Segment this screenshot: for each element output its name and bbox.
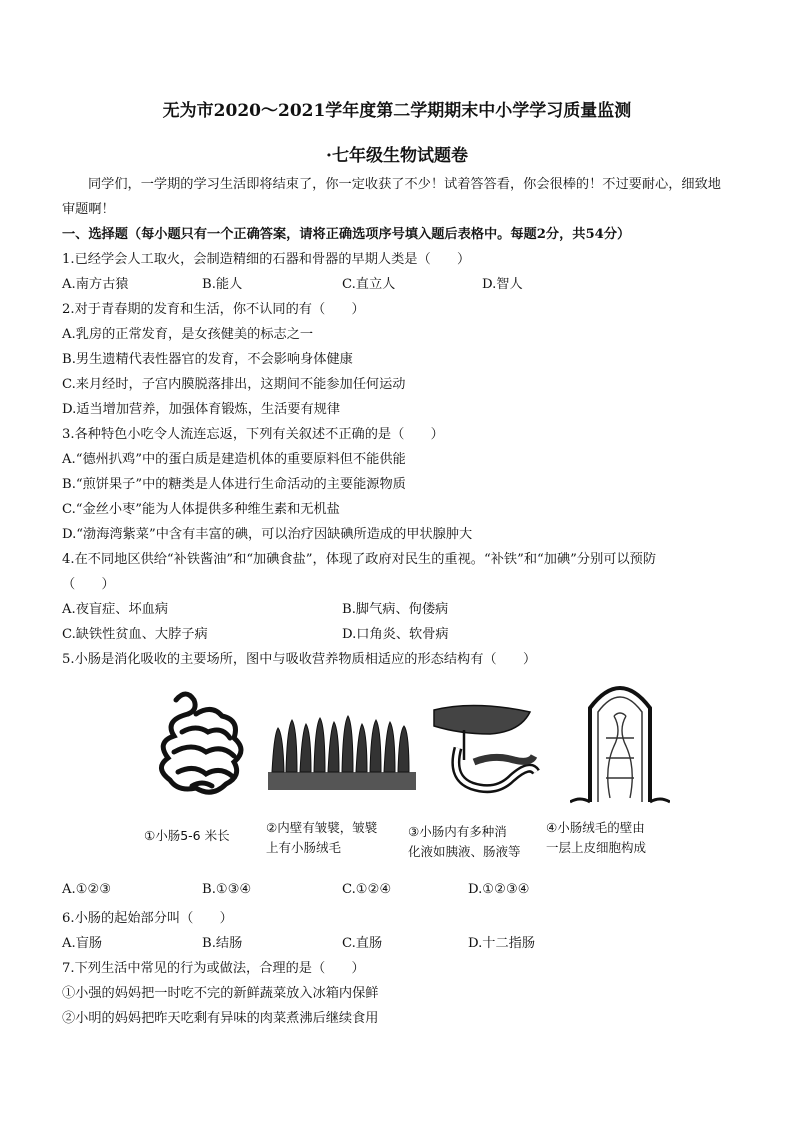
question-1-stem: 1.已经学会人工取火，会制造精细的石器和骨器的早期人类是（ ）: [62, 252, 471, 267]
intestinal-villi-illustration: [268, 710, 416, 798]
q3-option-a: A.“德州扒鸡”中的蛋白质是建造机体的重要原料但不能供能: [62, 452, 406, 467]
q5-option-d: D.①②③④: [468, 882, 530, 897]
q2-option-c: C.来月经时，子宫内膜脱落排出，这期间不能参加任何运动: [62, 377, 406, 392]
q1-option-c: C.直立人: [342, 277, 396, 292]
exam-subtitle: ·七年级生物试题卷: [326, 146, 468, 166]
q5-option-b: B.①③④: [202, 882, 252, 897]
q6-option-b: B.结肠: [202, 936, 243, 951]
q6-option-a: A.盲肠: [62, 936, 103, 951]
small-intestine-figure: [108, 676, 694, 866]
caption-3-line1: ③小肠内有多种消: [408, 824, 507, 839]
caption-4-line2: 一层上皮细胞构成: [546, 840, 647, 855]
caption-2-line2: 上有小肠绒毛: [266, 840, 342, 855]
question-5-stem: 5.小肠是消化吸收的主要场所，图中与吸收营养物质相适应的形态结构有（ ）: [62, 652, 537, 667]
q1-option-a: A.南方古猿: [62, 277, 129, 292]
question-4-stem-cont: （ ）: [62, 577, 115, 592]
caption-4-line1: ④小肠绒毛的壁由: [546, 820, 645, 835]
q7-item-2: ②小明的妈妈把昨天吃剩有异味的肉菜煮沸后继续食用: [62, 1011, 379, 1026]
question-6-stem: 6.小肠的起始部分叫（ ）: [62, 911, 233, 926]
question-2-stem: 2.对于青春期的发育和生活，你不认同的有（ ）: [62, 302, 365, 317]
exam-title: 无为市2020～2021学年度第二学期期末中小学学习质量监测: [162, 101, 632, 121]
q6-option-c: C.直肠: [342, 936, 383, 951]
q5-option-a: A.①②③: [62, 882, 112, 897]
q1-option-b: B.能人: [202, 277, 243, 292]
section-heading: 一、选择题（每小题只有一个正确答案，请将正确选项序号填入题后表格中。每题2分，共54分）: [62, 227, 631, 242]
q2-option-d: D.适当增加营养，加强体育锻炼，生活要有规律: [62, 402, 341, 417]
q4-option-c: C.缺铁性贫血、大脖子病: [62, 627, 208, 642]
caption-3-line2: 化液如胰液、肠液等: [408, 844, 521, 859]
caption-2-line1: ②内壁有皱襞，皱襞: [266, 820, 378, 835]
q7-item-1: ①小强的妈妈把一时吃不完的新鲜蔬菜放入冰箱内保鲜: [62, 986, 379, 1001]
q6-option-d: D.十二指肠: [468, 936, 536, 951]
q3-option-c: C.“金丝小枣”能为人体提供多种维生素和无机盐: [62, 502, 340, 517]
q3-option-d: D.“渤海湾紫菜”中含有丰富的碘，可以治疗因缺碘所造成的甲状腺肿大: [62, 527, 473, 542]
q5-option-c: C.①②④: [342, 882, 392, 897]
q3-option-b: B.“煎饼果子”中的糖类是人体进行生命活动的主要能源物质: [62, 477, 406, 492]
question-4-stem: 4.在不同地区供给“补铁酱油”和“加碘食盐”，体现了政府对民生的重视。“补铁”和“加碘”分别可以预防: [62, 552, 657, 567]
caption-1-line1: ①小肠5-6 米长: [144, 828, 230, 843]
q2-option-a: A.乳房的正常发育，是女孩健美的标志之一: [62, 327, 314, 342]
q4-option-b: B.脚气病、佝偻病: [342, 602, 449, 617]
q4-option-a: A.夜盲症、坏血病: [62, 602, 169, 617]
question-3-stem: 3.各种特色小吃令人流连忘返，下列有关叙述不正确的是（ ）: [62, 427, 444, 442]
villus-structure-illustration: [570, 678, 670, 808]
q4-option-d: D.口角炎、软骨病: [342, 627, 449, 642]
q2-option-b: B.男生遗精代表性器官的发育，不会影响身体健康: [62, 352, 353, 367]
coiled-intestine-illustration: [148, 686, 258, 806]
question-7-stem: 7.下列生活中常见的行为或做法，合理的是（ ）: [62, 961, 365, 976]
intro-paragraph: 同学们，一学期的学习生活即将结束了，你一定收获了不少！试着答答看，你会很棒的！不过要耐心，细致地审题啊！: [62, 177, 721, 217]
digestive-glands-illustration: [430, 700, 540, 800]
q1-option-d: D.智人: [482, 277, 523, 292]
